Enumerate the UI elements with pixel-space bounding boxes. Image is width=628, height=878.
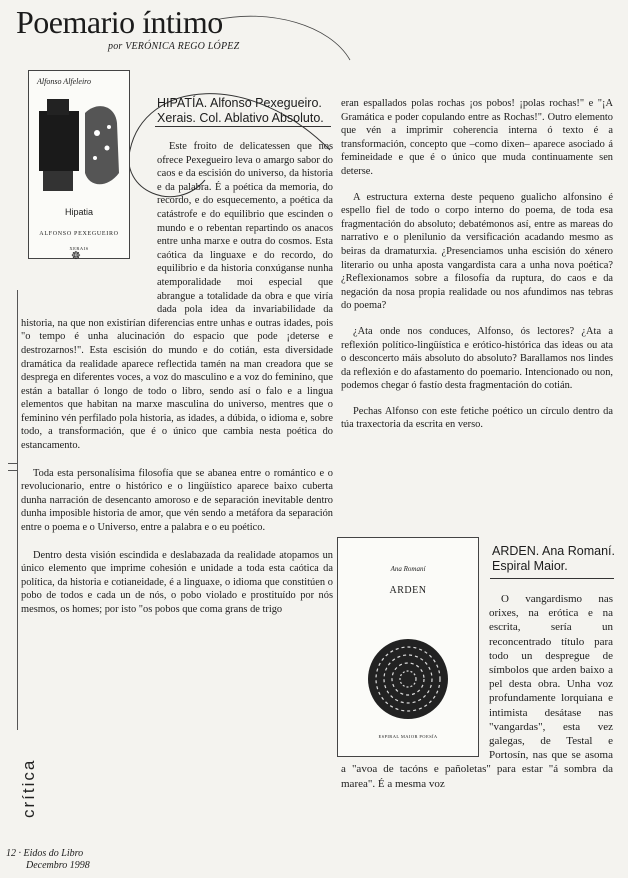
paragraph: Pechas Alfonso con este fetiche poético un círculo dentro da túa traxectoria da escrita en verso. [341,405,613,431]
cover-author: Ana Romaní [390,565,426,573]
cover-author: ALFONSO PEXEGUEIRO [39,231,119,237]
cover-title: ARDEN [389,585,427,596]
section-label: crítica [19,758,38,818]
paragraph: O vangardismo nas orixes, na erótica e na escrita, sería un reconcentrado título para todo un despregue de símbolos que arden baixo a pel desta obra. Unha voz profundamente lorquiana e intimista desátase nas "vangardas", esta vez galegas, de Testal e Portosín, nas que se asoma a "avoa de tacóns e pañoletas" para estar "á sombra da marea". É a mesma voz [341,593,613,790]
cover-publisher: XERAIS [69,246,89,251]
footer-date: Decembro 1998 [26,860,90,871]
paragraph: A estructura externa deste pequeno gualicho alfonsino é espello fiel de todo o corpo interno do poema, de toda esa fragmentación do absoluto; debatémonos así, entre as mareas do narrativo e o plenilunio da versificación acadando mesmo as beiras da dramaturxia. ¿Presenciamos unha escisión do xénero literario ou unha aposta vangardista cara a unha nova poética? ¿Reflexionamos sobre a filosofía da ruptura, do caos e da negación da nosa propia realidade ou nos afundimos nas tebras do poema? [341,191,613,312]
paragraph: Este froito de delicatessen que nos ofrece Pexegueiro leva o amargo sabor do caos e da escisión do universo, da historia e da palabra. É a poética da memoria, do recordo, e do esquecemento, a poética da catástrofe e do equilibrio que escinden o mundo e o rebentan repartindo os anacos entre unha marxe e outra do cosmos. Esta caótica da linguaxe e do recordo, do equilibrio e da historia conxúganse nunha atemporalidade moi especial que abrangue a totalidade da obra e que viría dada pola idea da invariabilidade da historia, na que non existirían diferencias entre unhas e outras idades, pois "o tempo é unha alucinación do espacio que pode ¡deterse e destrozarnos!". Esta escisión do mundo e do cotián, esta diversidade dramática da realidade aparece reflectida tamén na man creadora que se desprega en diferentes voces, a voz do masculino e a voz do feminino, que están a batallar ó longo de todo o libro, sendo así o falo e a lingua elementos que habitan na marxe masculina do universo, mentres que o feminino vén perfilado pola historia, as idades, a dúbida, o idioma e, sobre todo, a transformación, que é o único que cambia nesta poética do estancamento. [21,141,333,452]
margin-dash [8,463,18,464]
right-column-arden [341,592,613,791]
section-label-vertical [10,742,50,822]
paragraph: Dentro desta visión escindida e deslabazada da realidade atopamos un único elemento que imprime cohesión e unidade a toda esta caótica da política, da historia e cotianeidade, é a linguaxe, o idioma que constitúen o pobo de todos e cada un de nós, o pobo violado e prostituído por nós mesmos, os homes; por isto "os pobos que coma grans de trigo [21,549,333,615]
paragraph: eran espallados polas rochas ¡os pobos! ¡polas rochas!" e "¡A Gramática e poder copulando entre as Rochas!". Outro elemento que vén a imprimir coherencia interna ó texto é a transformación, concepto que –como dixen– aparece asociado á femineidade e que é o único que muda continuamente sen deterse. [341,98,613,177]
review-heading-arden: ARDEN. Ana Romaní. Espiral Maior. [492,544,615,573]
paragraph: Toda esta personalísima filosofía que se abanea entre o romántico e o revolucionario, entre o histórico e o lingüístico aparece baixo cuberta dunha narración de desencanto amoroso e de separación inevitable dentro dunha imposible historia de amor, que vén sendo a metáfora da separación entre o poema e o Universo, entre a palabra e o eu poético. [21,467,333,534]
publisher-logo-icon: ☸ [71,250,81,262]
paragraph: ¿Ata onde nos conduces, Alfonso, ós lectores? ¿Ata a reflexión político-lingüística e erótico-histórica das ideas ou ata o desconcerto máis absoluto do absoluto? Barallamos nos lindes da reflexión e do afastamento do poemario. Intencionado ou non, podemos chegar ó fastío desta fragmentación do cotián. [341,325,613,392]
right-column [341,97,613,432]
heading-rule [490,578,614,579]
byline: por VERÓNICA REGO LÓPEZ [108,41,240,52]
footer-page-line: 12 · Eidos do Libro [6,848,84,859]
margin-rule [17,290,18,730]
review-heading-hipatia: HIPATÍA. Alfonso Pexegueiro. Xerais. Col. Ablativo Absoluto. [157,96,324,125]
left-column [21,140,333,617]
heading-rule [155,126,331,127]
page-title: Poemario íntimo [16,4,223,40]
margin-dash [8,470,18,471]
cover-publisher: ESPIRAL MAIOR POESÍA [378,734,438,739]
cover-handwriting: Alfonso Alfeleiro [37,77,91,86]
cover-title: Hipatia [64,207,93,217]
